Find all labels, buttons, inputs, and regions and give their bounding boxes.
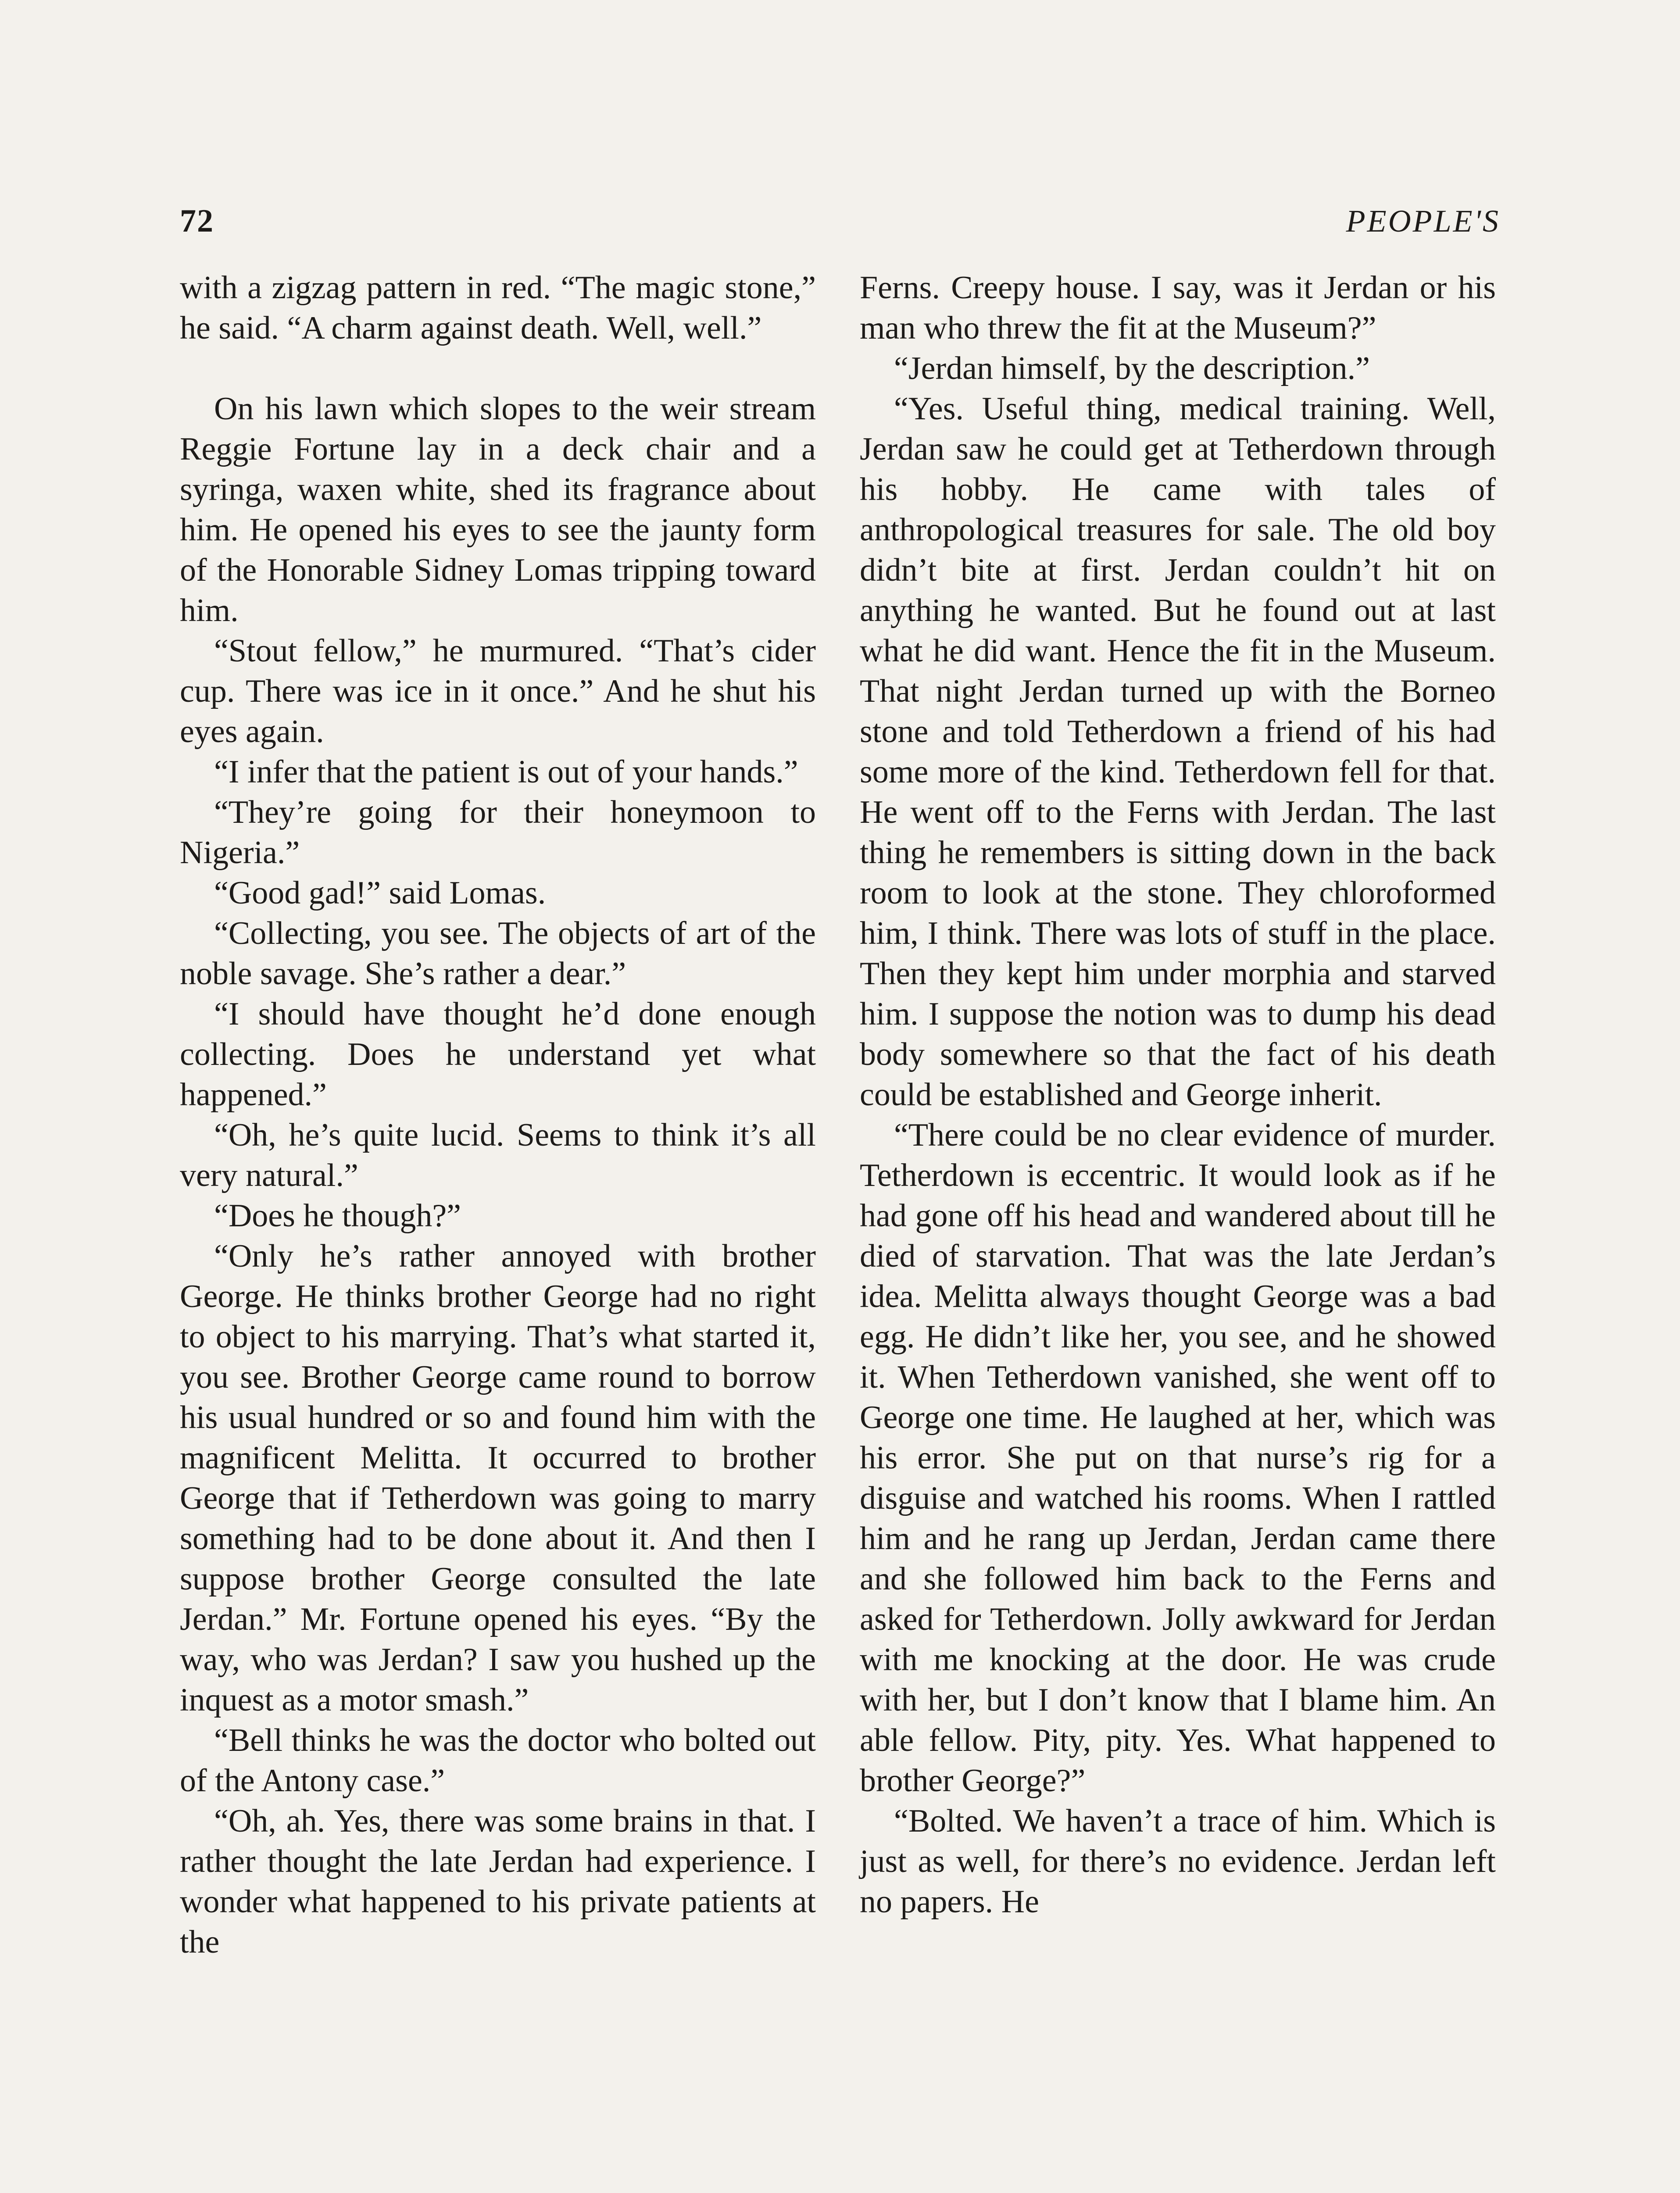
paragraph: “Yes. Useful thing, medical training. Well, Jerdan saw he could get at Tetherdown through his hobby. He came with tales of anthropological treasures for sale. The old boy didn’t bite at first. Jerdan couldn’t hit on anything he wanted. But he found out at last what he did want. Hence the fit in the Museum. That night Jerdan turned up with the Borneo stone and told Tetherdown a friend of his had some more of the kind. Tetherdown fell for that. He went off to the Ferns with Jerdan. The last thing he remembers is sitting down in the back room to look at the stone. They chloroformed him, I think. There was lots of stuff in the place. Then they kept him under morphia and starved him. I suppose the notion was to dump his dead body somewhere so that the fact of his death could be established and George inherit. — [860, 391, 1496, 1113]
paragraph: “Only he’s rather annoyed with brother George. He thinks brother George had no right to object to his marrying. That’s what started it, you see. Brother George came round to borrow his usual hundred or so and found him with the magnificent Melitta. It occurred to brother George that if Tetherdown was going to marry something had to be done about it. And then I suppose brother George consulted the late Jerdan.” Mr. Fortune opened his eyes. “By the way, who was Jerdan? I saw you hushed up the inquest as a motor smash.” — [180, 1238, 816, 1718]
paragraph: “Jerdan himself, by the description.” — [894, 350, 1370, 386]
left-column — [180, 268, 816, 1962]
paragraph: “Collecting, you see. The objects of art of the noble savage. She’s rather a dear.” — [180, 915, 816, 992]
page-number: 72 — [180, 203, 214, 239]
paragraph: Ferns. Creepy house. I say, was it Jerdan or his man who threw the fit at the Museum?” — [860, 270, 1496, 346]
paragraph: “Good gad!” said Lomas. — [214, 875, 546, 911]
paragraph: “Bolted. We haven’t a trace of him. Which is just as well, for there’s no evidence. Jerdan left no papers. He — [860, 1803, 1496, 1920]
running-title: PEOPLE'S — [1346, 204, 1500, 239]
paragraph: “There could be no clear evidence of murder. Tetherdown is eccentric. It would look as if he had gone off his head and wandered about till he died of starvation. That was the late Jerdan’s idea. Melitta always thought George was a bad egg. He didn’t like her, you see, and he showed it. When Tetherdown vanished, she went off to George one time. He laughed at her, which was his error. She put on that nurse’s rig for a disguise and watched his rooms. When I rattled him and he rang up Jerdan, Jerdan came there and she followed him back to the Ferns and asked for Tetherdown. Jolly awkward for Jerdan with me knocking at the door. He was crude with her, but I don’t know that I blame him. An able fellow. Pity, pity. Yes. What happened to brother George?” — [860, 1117, 1496, 1799]
paragraph: “They’re going for their honeymoon to Nigeria.” — [180, 794, 816, 871]
right-column — [860, 268, 1496, 1922]
paragraph: with a zigzag pattern in red. “The magic stone,” he said. “A charm against death. Well, well.” — [180, 270, 816, 346]
paragraph: “Oh, ah. Yes, there was some brains in that. I rather thought the late Jerdan had experience. I wonder what happened to his private patients at the — [180, 1803, 816, 1960]
paragraph: “Does he though?” — [214, 1198, 461, 1234]
paragraph: On his lawn which slopes to the weir stream Reggie Fortune lay in a deck chair and a syringa, waxen white, shed its fragrance about him. He opened his eyes to see the jaunty form of the Honorable Sidney Lomas tripping toward him. — [180, 391, 816, 629]
paragraph: “I should have thought he’d done enough collecting. Does he understand yet what happened.” — [180, 996, 816, 1113]
paragraph: “Oh, he’s quite lucid. Seems to think it’s all very natural.” — [180, 1117, 816, 1193]
page-header — [180, 203, 1500, 242]
paragraph: “Stout fellow,” he murmured. “That’s cider cup. There was ice in it once.” And he shut his eyes again. — [180, 633, 816, 750]
paragraph: “Bell thinks he was the doctor who bolted out of the Antony case.” — [180, 1722, 816, 1799]
paragraph: “I infer that the patient is out of your hands.” — [214, 754, 798, 790]
